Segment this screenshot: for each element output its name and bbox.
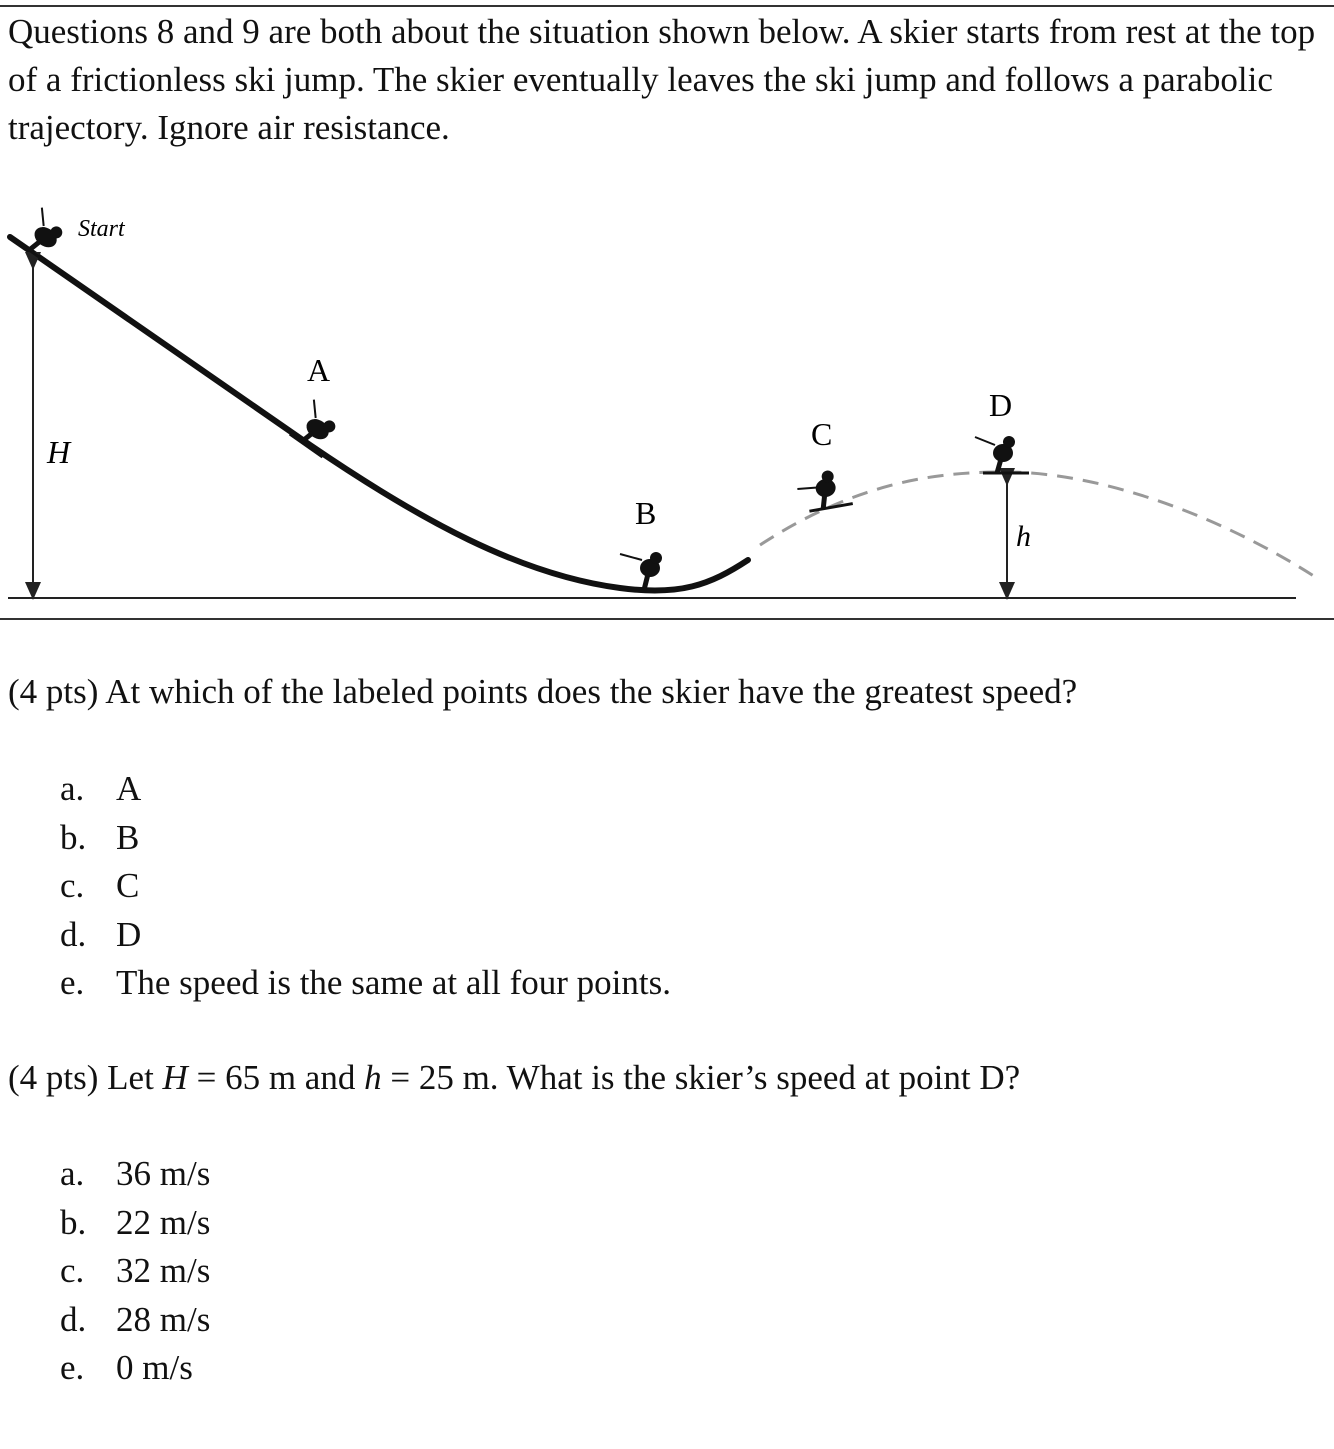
choice-letter: b. bbox=[60, 817, 87, 857]
choice-letter: d. bbox=[60, 914, 87, 954]
choice-text: 0 m/s bbox=[116, 1348, 193, 1387]
point-label-B: B bbox=[635, 495, 657, 531]
q9-choice-e[interactable] bbox=[60, 1344, 210, 1393]
q9-choice-d[interactable] bbox=[60, 1296, 210, 1345]
choice-text: 28 m/s bbox=[116, 1299, 211, 1339]
ski-jump-figure bbox=[0, 190, 1334, 620]
choice-text: 32 m/s bbox=[116, 1251, 211, 1290]
choice-letter: e. bbox=[60, 963, 85, 1002]
start-label: Start bbox=[78, 216, 125, 242]
choice-text: 22 m/s bbox=[116, 1202, 211, 1242]
q9-choice-list bbox=[60, 1150, 210, 1393]
choice-text: 36 m/s bbox=[116, 1154, 211, 1193]
choice-letter: c. bbox=[60, 1251, 85, 1290]
choice-text: D bbox=[116, 914, 142, 954]
question-8 bbox=[8, 670, 1077, 714]
q9-let: Let bbox=[107, 1058, 154, 1097]
q9-points: (4 pts) bbox=[8, 1058, 99, 1097]
skier-D-icon bbox=[975, 436, 1029, 473]
choice-letter: e. bbox=[60, 1348, 85, 1387]
point-label-A: A bbox=[307, 352, 331, 388]
q9-choice-a[interactable] bbox=[60, 1150, 210, 1199]
q8-points: (4 pts) bbox=[8, 672, 99, 711]
choice-letter: a. bbox=[60, 1154, 85, 1193]
choice-text: The speed is the same at all four points. bbox=[116, 963, 671, 1002]
q8-choice-e[interactable] bbox=[60, 959, 671, 1008]
q9-H-variable: H bbox=[162, 1058, 188, 1097]
choice-letter: c. bbox=[60, 866, 85, 905]
question-9 bbox=[8, 1056, 1020, 1100]
skier-start-icon bbox=[18, 208, 75, 265]
choice-text: B bbox=[116, 817, 140, 857]
choice-letter: d. bbox=[60, 1299, 87, 1339]
q8-text: At which of the labeled points does the skier have the greatest speed? bbox=[105, 672, 1078, 711]
H-label: H bbox=[47, 434, 71, 470]
point-label-C: C bbox=[811, 416, 833, 452]
figure-bottom-rule bbox=[0, 618, 1334, 620]
choice-text: A bbox=[116, 769, 142, 808]
q9-h-value: = 25 m. What is the skier’s speed at point D? bbox=[381, 1058, 1021, 1097]
choice-letter: a. bbox=[60, 769, 85, 808]
choice-letter: b. bbox=[60, 1202, 87, 1242]
intro-text: Questions 8 and 9 are both about the situation shown below. A skier starts from rest at the top of a frictionless ski jump. The skier eventually leaves the ski jump and follows a parabolic trajectory. Ignore air resistance. bbox=[8, 12, 1316, 147]
q8-choice-a[interactable] bbox=[60, 765, 671, 814]
ski-jump-track bbox=[10, 237, 748, 591]
point-label-D: D bbox=[989, 387, 1013, 423]
h-label: h bbox=[1016, 520, 1031, 553]
parabolic-trajectory bbox=[760, 472, 1320, 580]
q8-choice-list bbox=[60, 765, 671, 1008]
q9-choice-b[interactable] bbox=[60, 1199, 210, 1248]
q8-choice-d[interactable] bbox=[60, 911, 671, 960]
q8-choice-b[interactable] bbox=[60, 814, 671, 863]
q9-h-variable: h bbox=[364, 1058, 382, 1097]
q9-H-value: = 65 m and bbox=[187, 1058, 365, 1097]
q8-choice-c[interactable] bbox=[60, 862, 671, 911]
q9-choice-c[interactable] bbox=[60, 1247, 210, 1296]
top-rule bbox=[0, 5, 1334, 7]
skier-C-icon bbox=[795, 467, 853, 512]
choice-text: C bbox=[116, 866, 140, 905]
skier-B-icon bbox=[620, 552, 672, 590]
